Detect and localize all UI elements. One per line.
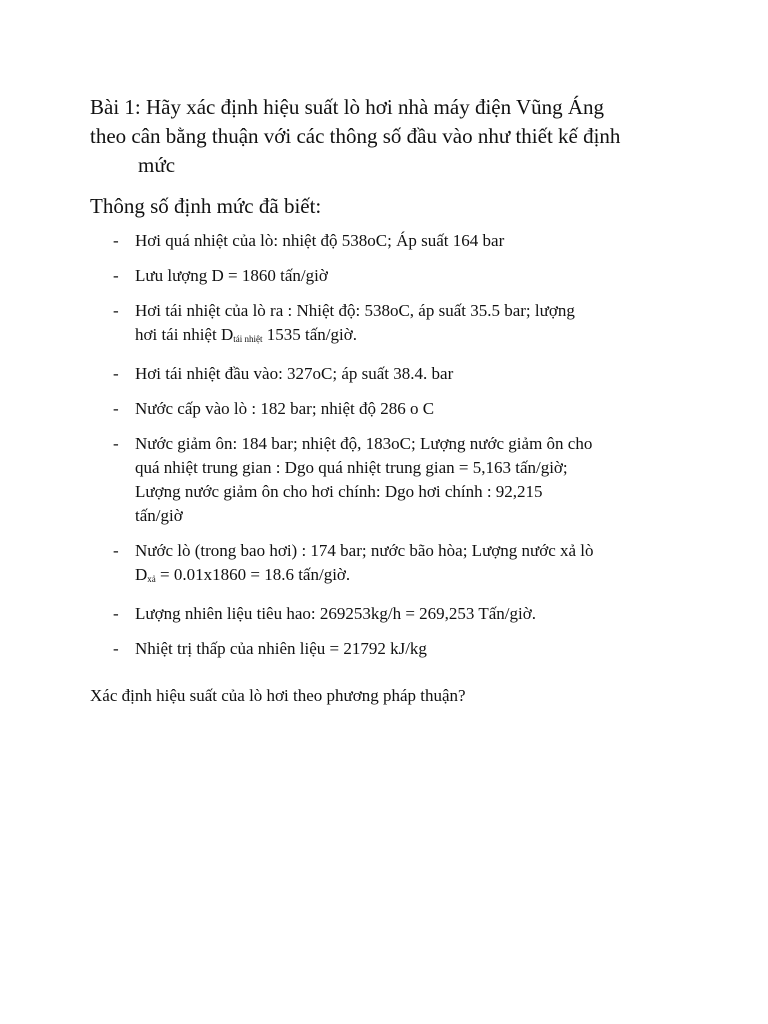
- list-item-attemperator-water: [90, 432, 700, 528]
- list-item-feed-water: [90, 397, 700, 421]
- bullet-dash: -: [113, 399, 119, 418]
- bullet-dash: -: [113, 541, 119, 560]
- known-parameters-heading: Thông số định mức đã biết:: [90, 194, 322, 218]
- item-text-line-4: tấn/giờ: [135, 506, 183, 525]
- bullet-dash: -: [113, 266, 119, 285]
- exercise-title: [90, 93, 690, 180]
- bullet-dash: -: [113, 231, 119, 250]
- subscript: xả: [147, 574, 156, 584]
- item-text: Hơi tái nhiệt đầu vào: 327oC; áp suất 38.4. bar: [135, 364, 454, 383]
- bullet-dash: -: [113, 364, 119, 383]
- list-item-fuel-consumption: [90, 602, 700, 626]
- item-text-line-1: Hơi tái nhiệt của lò ra : Nhiệt độ: 538oC, áp suất 35.5 bar; lượng: [135, 301, 575, 320]
- title-line-1: Bài 1: Hãy xác định hiệu suất lò hơi nhà máy điện Vũng Áng: [90, 95, 605, 119]
- item-text-line-2: hơi tái nhiệt D: [135, 325, 234, 344]
- list-item-flow-rate: [90, 264, 700, 288]
- list-item-superheated-steam: [90, 229, 700, 253]
- subscript: tái nhiệt: [233, 334, 263, 344]
- title-line-2: theo cân bằng thuận với các thông số đầu vào như thiết kế định: [90, 124, 621, 148]
- bullet-dash: -: [113, 639, 119, 658]
- item-text: Hơi quá nhiệt của lò: nhiệt độ 538oC; Áp suất 164 bar: [135, 231, 505, 250]
- item-text: Nhiệt trị thấp của nhiên liệu = 21792 kJ/kg: [135, 639, 427, 658]
- item-text: Nước cấp vào lò : 182 bar; nhiệt độ 286 o C: [135, 399, 435, 418]
- item-text: Lượng nhiên liệu tiêu hao: 269253kg/h = 269,253 Tấn/giờ.: [135, 604, 536, 623]
- item-text: Lưu lượng D = 1860 tấn/giờ: [135, 266, 328, 285]
- bullet-dash: -: [113, 301, 119, 320]
- item-text-line-2: D: [135, 565, 148, 584]
- item-text-line-2-end: 1535 tấn/giờ.: [262, 325, 357, 344]
- question-text: Xác định hiệu suất của lò hơi theo phương pháp thuận?: [90, 686, 466, 705]
- title-line-3: mức: [138, 153, 176, 177]
- list-item-reheat-out: [90, 299, 700, 351]
- parameter-list: [90, 229, 700, 672]
- list-item-heating-value: [90, 637, 700, 661]
- list-item-boiler-water: [90, 539, 700, 591]
- list-item-reheat-in: [90, 362, 700, 386]
- bullet-dash: -: [113, 604, 119, 623]
- item-text-line-1: Nước giảm ôn: 184 bar; nhiệt độ, 183oC; Lượng nước giảm ôn cho: [135, 434, 593, 453]
- item-text-line-3: Lượng nước giảm ôn cho hơi chính: Dgo hơi chính : 92,215: [135, 482, 543, 501]
- item-text-line-2: quá nhiệt trung gian : Dgo quá nhiệt trung gian = 5,163 tấn/giờ;: [135, 458, 568, 477]
- bullet-dash: -: [113, 434, 119, 453]
- item-text-line-2-end: = 0.01x1860 = 18.6 tấn/giờ.: [155, 565, 351, 584]
- item-text-line-1: Nước lò (trong bao hơi) : 174 bar; nước bão hòa; Lượng nước xả lò: [135, 541, 594, 560]
